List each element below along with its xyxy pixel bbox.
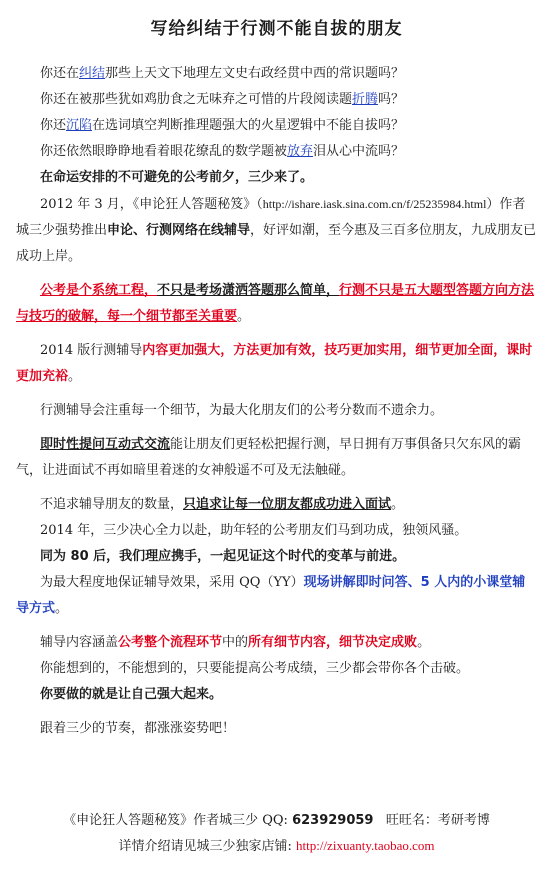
paragraph-system [16, 278, 537, 330]
text: 2014 版行测辅导 [40, 343, 143, 358]
wangwang-text: 旺旺名：考研考博 [385, 813, 490, 828]
page-title: 写给纠结于行测不能自拔的朋友 [150, 19, 403, 39]
keyword-link[interactable]: 放弃 [287, 144, 314, 159]
paragraph-2014-version [16, 338, 537, 390]
question-math [16, 139, 537, 165]
red-emphasis: 内容更加强大，方法更加有效，技巧更加实用，细节更加全面，课时更加充裕 [16, 343, 533, 384]
footer-line-author [0, 808, 553, 833]
author-text: 《申论狂人答题秘笈》作者城三少 QQ: [63, 813, 288, 828]
paragraph-post80: 同为 80 后，我们理应携手，一起见证这个时代的变革与前进。 [40, 549, 406, 564]
text: 在选词填空判断推理题强大的火星逻辑中不能自拔吗？ [92, 118, 405, 133]
text: 你还 [40, 118, 67, 133]
text: 泪从心中流吗？ [313, 144, 405, 159]
text: 2012 年 3 月，《申论狂人答题秘笈》（ [40, 197, 263, 212]
paragraph-follow: 跟着三少的节奏，都涨涨姿势吧！ [40, 721, 236, 736]
paragraph-strong: 你要做的就是让自己强大起来。 [40, 687, 223, 702]
text: ，好评如潮，至今惠及三百多位朋友，九成朋友已成功上岸。 [16, 223, 537, 264]
text: 。 [417, 635, 431, 650]
text: 。 [391, 497, 405, 512]
paragraph-think: 你能想到的，不能想到的，只要能提高公考成绩，三少都会带你各个击破。 [40, 661, 470, 676]
question-logic [16, 113, 537, 139]
red-emphasis: 所有细节内容，细节决定成败 [248, 635, 418, 650]
fate-line: 在命运安排的不可避免的公考前夕，三少来了。 [40, 170, 314, 185]
qq-number: 623929059 [292, 813, 374, 828]
text: 。 [68, 369, 82, 384]
red-emphasis: 行测不只是五大题型答题方向方法与技巧的破解，每一个细节都至关重要 [16, 283, 535, 324]
footer-line-shop [0, 833, 553, 859]
paragraph-2014-year: 2014 年，三少决心全力以赴，助年轻的公考朋友们马到功成，独领风骚。 [40, 523, 468, 538]
red-emphasis: 公考整个流程环节 [118, 635, 223, 650]
paragraph-quantity [16, 492, 537, 518]
text: ）作者城三少强势推出 [16, 197, 526, 238]
blue-emphasis: 现场讲解即时问答、5 人内的小课堂辅导方式 [16, 575, 526, 616]
text: 中的 [222, 635, 249, 650]
keyword-link[interactable]: 折腾 [352, 92, 379, 107]
footer [0, 808, 553, 859]
text: 辅导内容涵盖 [40, 635, 119, 650]
keyword-link[interactable]: 纠结 [79, 66, 106, 81]
paragraph-2012 [16, 191, 537, 270]
text: 不追求辅导朋友的数量， [40, 497, 184, 512]
text: 为最大程度地保证辅导效果，采用 QQ（YY） [40, 575, 304, 590]
text: 那些上天文下地理左文史右政经贯中西的常识题吗？ [105, 66, 405, 81]
paragraph-detail: 行测辅导会注重每一个细节，为最大化朋友们的公考分数而不遗余力。 [40, 403, 444, 418]
bold-emphasis: 只追求让每一位朋友都成功进入面试 [183, 497, 392, 512]
keyword-link[interactable]: 沉陷 [66, 118, 93, 133]
text: 能让朋友们更轻松把握行测，早日拥有万事俱备只欠东风的霸气，让进面试不再如暗里着迷的女神般遥不可及无法触碰。 [16, 437, 522, 478]
text: 你还在 [40, 66, 80, 81]
text: 。 [237, 309, 251, 324]
url-text: http://ishare.iask.sina.com.cn/f/25235984.html [262, 197, 487, 211]
question-reading [16, 87, 537, 113]
bold-text: 申论、行测网络在线辅导 [107, 223, 251, 238]
question-common-sense [16, 61, 537, 87]
shop-link[interactable]: http://zixuanty.taobao.com [296, 838, 435, 853]
red-emphasis: 公考是个系统工程， [40, 283, 158, 298]
text: 你还在被那些犹如鸡肋食之无味弃之可惜的片段阅读题 [40, 92, 353, 107]
bold-emphasis: 即时性提问互动式交流 [40, 437, 171, 452]
shop-text: 详情介绍请见城三少独家店铺: [118, 839, 292, 854]
bold-emphasis: 不只是考场潇洒答题那么简单， [157, 283, 340, 298]
text: 。 [55, 601, 69, 616]
paragraph-interactive [16, 432, 537, 484]
paragraph-content [16, 630, 537, 656]
paragraph-qq [16, 570, 537, 622]
text: 你还依然眼睁睁地看着眼花缭乱的数学题被 [40, 144, 288, 159]
text: 吗？ [378, 92, 405, 107]
